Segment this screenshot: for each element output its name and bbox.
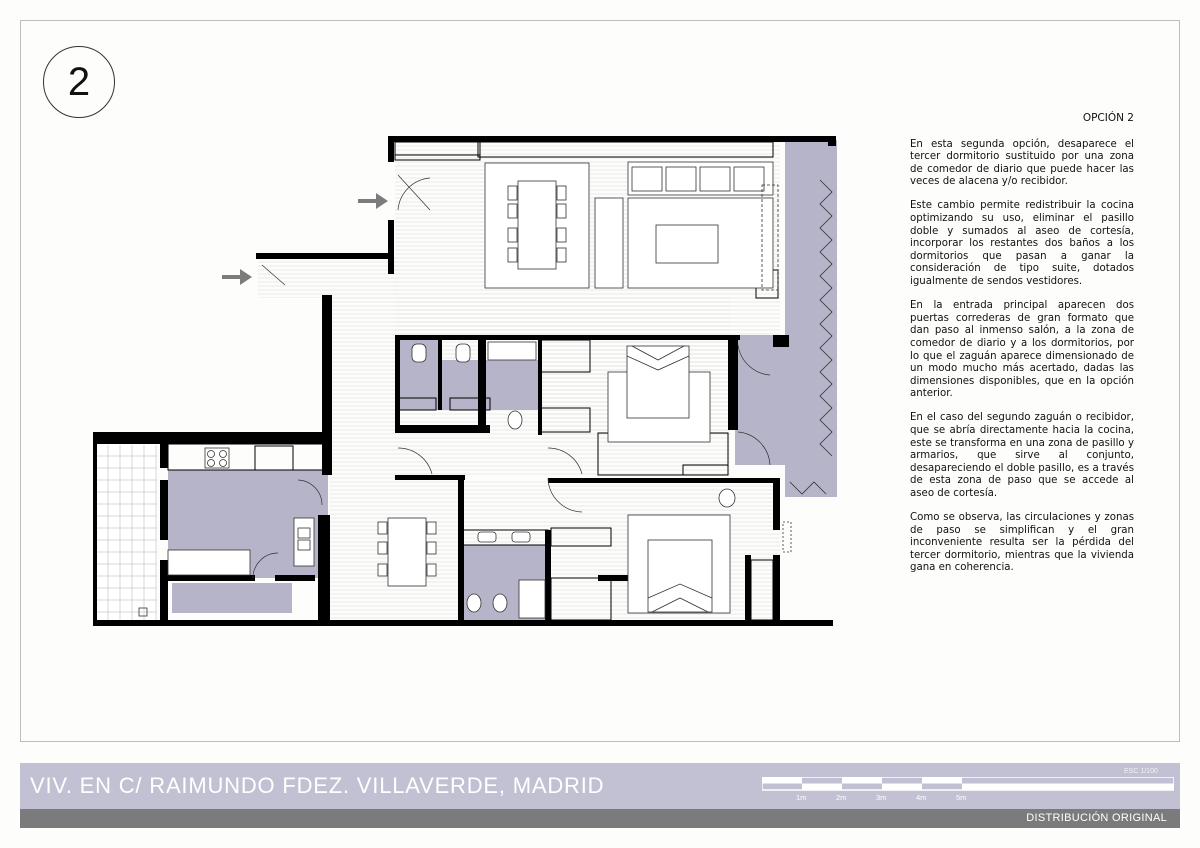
gallery-lower [735, 335, 787, 465]
bed-1 [627, 346, 689, 418]
option-number-badge [43, 46, 115, 118]
dining-table [518, 181, 556, 269]
floor-plan [85, 128, 855, 628]
toilet-1 [412, 344, 426, 362]
option-title: OPCIÓN 2 [1082, 112, 1134, 124]
terrace-tiles [95, 445, 157, 622]
scale-bar [762, 777, 1174, 791]
toilet-guest [467, 594, 481, 612]
scale-mark-2m: 2m [836, 793, 847, 802]
paragraph-1: En esta segunda opción, desaparece el tercer dormitorio sustituido por una zona de comedor de diario que puede hacer las veces de alacena y/o recibidor. [910, 138, 1134, 188]
entry-arrow-service [222, 269, 252, 285]
scale-mark-1m: 1m [796, 793, 807, 802]
informal-dining-table [388, 518, 426, 586]
footer-label: DISTRIBUCIÓN ORIGINAL [1026, 812, 1167, 824]
description-panel [910, 112, 1134, 587]
toilet-3 [508, 411, 522, 429]
scale-mark-5m: 5m [956, 793, 967, 802]
shower-2 [519, 580, 545, 618]
paragraph-5: Como se observa, las circulaciones y zonas de paso se simplifican y el gran inconveniente resulta ser la pérdida del tercer dormitorio, mientras que la vivienda gana en coherencia. [910, 512, 1134, 574]
kitchen-island [168, 550, 250, 575]
option-number: 2 [67, 59, 91, 104]
paragraph-3: En la entrada principal aparecen dos puertas correderas de gran formato que dan paso al inmenso salón, a la zona de comedor de diario y a los dormitorios, por lo que el zaguán aparece dimensionado de un modo mucho más acertado, dadas las dimensiones disponibles, que en la opción anterior. [910, 300, 1134, 400]
footer-band [20, 809, 1180, 828]
scale-mark-3m: 3m [876, 793, 887, 802]
paragraph-4: En el caso del segundo zaguán o recibidor, que se abría directamente hacia la cocina, este se transforma en una zona de pasillo y armarios, que sirve al conjunto, desapareciendo el doble pasillo, es a través de esta zona de paso que se accede al aseo de cortesía. [910, 412, 1134, 499]
bidet-guest [493, 594, 507, 612]
coffee-table [656, 225, 718, 263]
shower-1 [488, 342, 536, 360]
informal-dining-furniture [378, 518, 436, 586]
armchair [595, 198, 623, 288]
toilet-2 [456, 344, 470, 362]
gallery [785, 140, 837, 497]
bed-2 [648, 540, 712, 612]
paragraph-2: Este cambio permite redistribuir la cocina optimizando su uso, eliminar el pasillo doble y sumados al aseo de cortesía, incorporar los restantes dos baños a los dormitorios que pasan a ganar la consideración de tipo suite, dotados igualmente de sendos vestidores. [910, 200, 1134, 288]
laundry [172, 583, 292, 613]
toilet-master [719, 489, 735, 507]
living-room-furniture [485, 162, 778, 290]
scale-label: ESC 1/100 [1124, 768, 1158, 775]
scale-mark-4m: 4m [916, 793, 927, 802]
project-title: VIV. EN C/ RAIMUNDO FDEZ. VILLAVERDE, MADRID [30, 773, 605, 798]
entry-arrow-main [358, 193, 388, 209]
